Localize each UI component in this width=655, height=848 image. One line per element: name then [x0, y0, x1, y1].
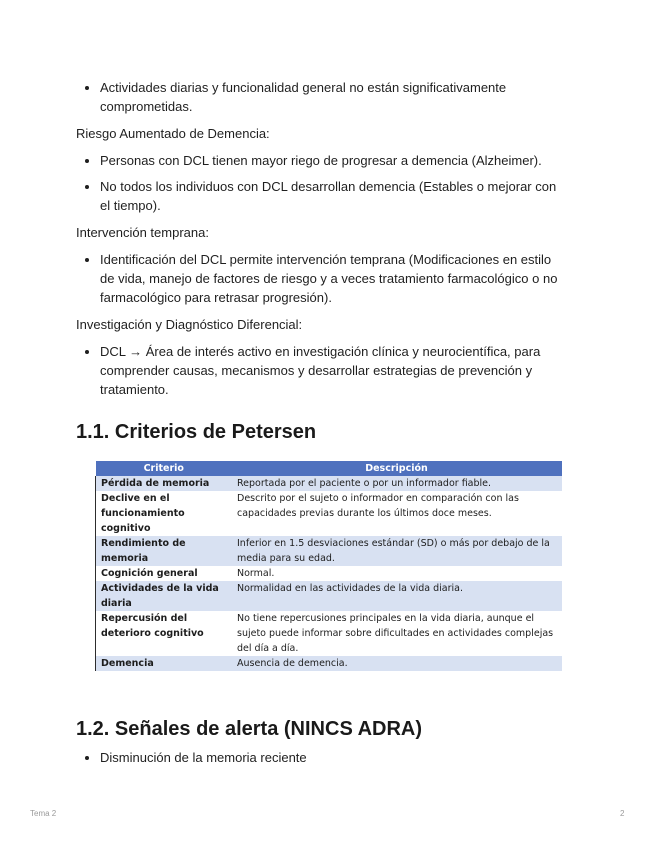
document-body: [76, 78, 566, 399]
table-cell-criterion: Rendimiento de memoria: [96, 536, 233, 566]
table-cell-description: Normal.: [232, 566, 562, 581]
table-cell-description: Inferior en 1.5 desviaciones estándar (SD) o más por debajo de la media para su edad.: [232, 536, 562, 566]
bullet-list-functionality: [76, 78, 566, 116]
list-item: DCL → Área de interés activo en investigación clínica y neurocientífica, para comprender causas, mecanismos y desarrollar estrategias de prevención y tratamiento.: [76, 342, 566, 399]
list-item: Disminución de la memoria reciente: [76, 748, 566, 767]
table-row: [96, 566, 562, 581]
table-cell-description: No tiene repercusiones principales en la vida diaria, aunque el sujeto puede informar sobre dificultades en actividades complejas del día a día.: [232, 611, 562, 656]
bullet-list-warning-signs: [76, 748, 566, 767]
table-cell-description: Reportada por el paciente o por un informador fiable.: [232, 476, 562, 491]
table-row: [96, 581, 562, 611]
table-row: [96, 536, 562, 566]
table-cell-description: Ausencia de demencia.: [232, 656, 562, 671]
table-cell-criterion: Repercusión del deterioro cognitivo: [96, 611, 233, 656]
table-row: [96, 611, 562, 656]
bullet-list-early-intervention: [76, 250, 566, 307]
paragraph-label-early-intervention: Intervención temprana:: [76, 225, 209, 240]
table-header-row: [96, 461, 562, 476]
footer-page-number: 2: [620, 809, 625, 818]
column-header-criterio: Criterio: [96, 461, 233, 476]
paragraph-label-dementia-risk: Riesgo Aumentado de Demencia:: [76, 126, 270, 141]
table-cell-criterion: Declive en el funcionamiento cognitivo: [96, 491, 233, 536]
bullet-list-dementia-risk: [76, 151, 566, 215]
table-cell-description: Descrito por el sujeto o informador en comparación con las capacidades previas durante los últimos doce meses.: [232, 491, 562, 536]
table-cell-criterion: Pérdida de memoria: [96, 476, 233, 491]
table-cell-criterion: Actividades de la vida diaria: [96, 581, 233, 611]
table-cell-criterion: Cognición general: [96, 566, 233, 581]
section-heading-petersen: 1.1. Criterios de Petersen: [76, 421, 317, 443]
list-item: Personas con DCL tienen mayor riego de progresar a demencia (Alzheimer).: [76, 151, 566, 170]
petersen-criteria-table: [95, 461, 562, 671]
column-header-descripcion: Descripción: [232, 461, 562, 476]
table-row: [96, 656, 562, 671]
section-heading-warning-signs: 1.2. Señales de alerta (NINCS ADRA): [76, 718, 423, 740]
table-row: [96, 476, 562, 491]
table-cell-criterion: Demencia: [96, 656, 233, 671]
paragraph-label-research: Investigación y Diagnóstico Diferencial:: [76, 317, 303, 332]
list-item: No todos los individuos con DCL desarrollan demencia (Estables o mejorar con el tiempo).: [76, 177, 566, 215]
table-cell-description: Normalidad en las actividades de la vida diaria.: [232, 581, 562, 611]
list-item: Actividades diarias y funcionalidad general no están significativamente comprometidas.: [76, 78, 566, 116]
footer-left-label: Tema 2: [30, 809, 57, 818]
list-item: Identificación del DCL permite intervención temprana (Modificaciones en estilo de vida, manejo de factores de riesgo y a veces tratamiento farmacológico o no farmacológico para retrasar progresión).: [76, 250, 566, 307]
table-row: [96, 491, 562, 536]
bullet-list-research: [76, 342, 566, 399]
